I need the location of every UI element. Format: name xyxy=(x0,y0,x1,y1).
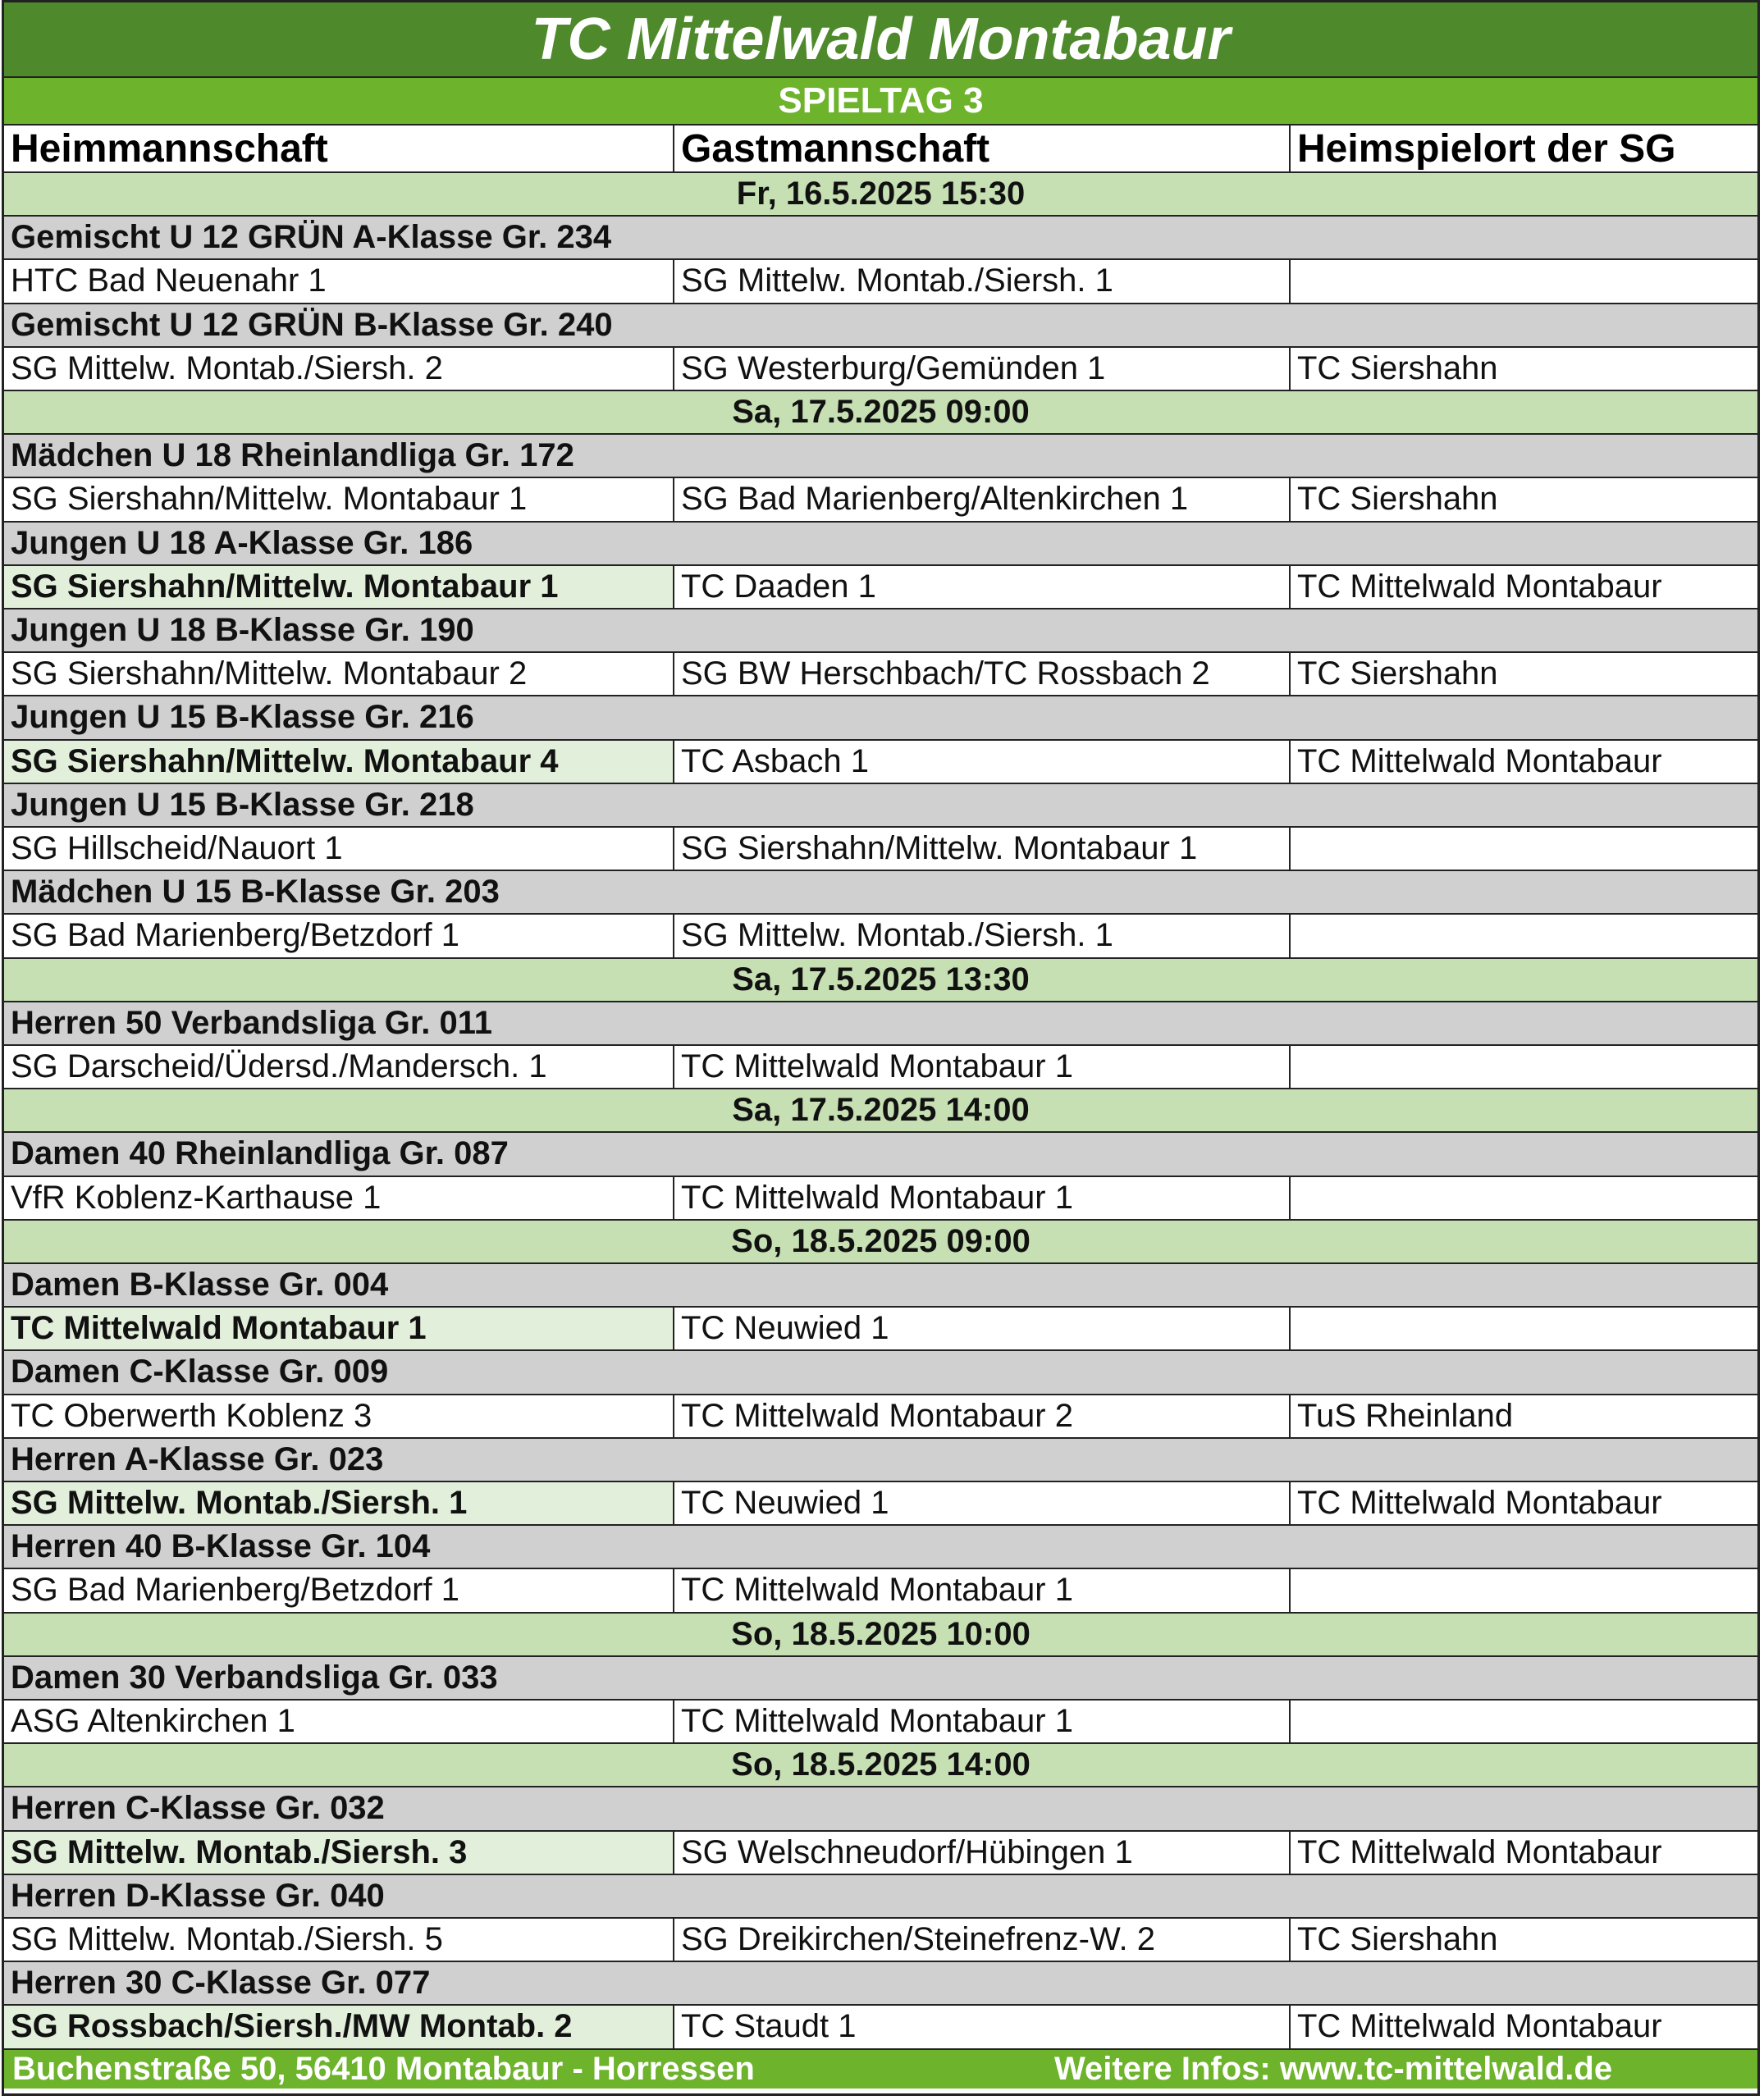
guest-team-cell: SG Bad Marienberg/Altenkirchen 1 xyxy=(674,478,1291,520)
header-home-team: Heimmannschaft xyxy=(4,126,674,171)
guest-team-cell: SG Mittelw. Montab./Siersh. 1 xyxy=(674,915,1291,956)
match-row xyxy=(4,1569,1757,1613)
league-row: Mädchen U 15 B-Klasse Gr. 203 xyxy=(4,871,1757,915)
league-row: Damen B-Klasse Gr. 004 xyxy=(4,1264,1757,1308)
venue-cell xyxy=(1291,1701,1757,1742)
venue-cell xyxy=(1291,1177,1757,1219)
venue-cell: TuS Rheinland xyxy=(1297,1397,1514,1434)
guest-team-cell: TC Neuwied 1 xyxy=(674,1482,1291,1524)
guest-team-cell: SG Mittelw. Montab./Siersh. 1 xyxy=(674,260,1291,302)
guest-team-cell: TC Asbach 1 xyxy=(674,741,1291,783)
venue-cell: TC Mittelwald Montabaur xyxy=(1297,742,1662,779)
home-team-cell: SG Bad Marienberg/Betzdorf 1 xyxy=(4,1569,674,1611)
header-guest-team: Gastmannschaft xyxy=(674,126,1291,171)
league-row: Mädchen U 18 Rheinlandliga Gr. 172 xyxy=(4,435,1757,478)
home-team-cell: SG Darscheid/Üdersd./Mandersch. 1 xyxy=(4,1046,674,1088)
home-team-cell: SG Siershahn/Mittelw. Montabaur 1 xyxy=(4,566,674,608)
date-time-row: So, 18.5.2025 10:00 xyxy=(4,1614,1757,1657)
page-title: TC Mittelwald Montabaur xyxy=(4,2,1757,78)
match-row xyxy=(4,1701,1757,1744)
match-row xyxy=(4,1046,1757,1089)
guest-team-cell: SG Dreikirchen/Steinefrenz-W. 2 xyxy=(674,1919,1291,1961)
match-row xyxy=(4,1919,1757,1962)
match-row xyxy=(4,1832,1757,1875)
guest-team-cell: TC Daaden 1 xyxy=(674,566,1291,608)
match-row xyxy=(4,1177,1757,1221)
date-time-row: So, 18.5.2025 14:00 xyxy=(4,1744,1757,1787)
venue-cell: TC Siershahn xyxy=(1297,655,1498,692)
home-team-cell: TC Mittelwald Montabaur 1 xyxy=(4,1308,674,1349)
match-row xyxy=(4,653,1757,696)
match-row xyxy=(4,828,1757,871)
match-row xyxy=(4,1395,1757,1439)
guest-team-cell: SG Siershahn/Mittelw. Montabaur 1 xyxy=(674,828,1291,870)
guest-team-cell: TC Staudt 1 xyxy=(674,2006,1291,2048)
home-team-cell: ASG Altenkirchen 1 xyxy=(4,1701,674,1742)
venue-cell xyxy=(1291,915,1757,956)
league-row: Herren A-Klasse Gr. 023 xyxy=(4,1439,1757,1482)
league-row: Jungen U 18 A-Klasse Gr. 186 xyxy=(4,523,1757,566)
schedule-sheet xyxy=(2,0,1760,2096)
venue-cell: TC Siershahn xyxy=(1297,349,1498,386)
venue-cell xyxy=(1291,1569,1757,1611)
home-team-cell: TC Oberwerth Koblenz 3 xyxy=(4,1395,674,1437)
match-row xyxy=(4,1482,1757,1526)
footer-website-info: Weitere Infos: www.tc-mittelwald.de xyxy=(1054,2050,1613,2087)
guest-team-cell: TC Mittelwald Montabaur 1 xyxy=(674,1177,1291,1219)
guest-team-cell: SG Welschneudorf/Hübingen 1 xyxy=(674,1832,1291,1874)
league-row: Herren 30 C-Klasse Gr. 077 xyxy=(4,1962,1757,2006)
home-team-cell: SG Rossbach/Siersh./MW Montab. 2 xyxy=(4,2006,674,2048)
date-time-row: Fr, 16.5.2025 15:30 xyxy=(4,173,1757,217)
home-team-cell: SG Mittelw. Montab./Siersh. 5 xyxy=(4,1919,674,1961)
home-team-cell: SG Siershahn/Mittelw. Montabaur 4 xyxy=(4,741,674,783)
footer-bar xyxy=(4,2050,1757,2089)
league-row: Damen 30 Verbandsliga Gr. 033 xyxy=(4,1657,1757,1701)
home-team-cell: HTC Bad Neuenahr 1 xyxy=(4,260,674,302)
home-team-cell: SG Mittelw. Montab./Siersh. 2 xyxy=(4,348,674,390)
home-team-cell: VfR Koblenz-Karthause 1 xyxy=(4,1177,674,1219)
league-row: Jungen U 18 B-Klasse Gr. 190 xyxy=(4,609,1757,653)
venue-cell: TC Mittelwald Montabaur xyxy=(1297,568,1662,605)
venue-cell: TC Siershahn xyxy=(1297,1921,1498,1958)
home-team-cell: SG Siershahn/Mittelw. Montabaur 1 xyxy=(4,478,674,520)
league-row: Jungen U 15 B-Klasse Gr. 216 xyxy=(4,696,1757,740)
league-row: Damen C-Klasse Gr. 009 xyxy=(4,1351,1757,1395)
match-row xyxy=(4,2006,1757,2049)
match-row xyxy=(4,566,1757,609)
date-time-row: Sa, 17.5.2025 14:00 xyxy=(4,1089,1757,1133)
column-header-row xyxy=(4,126,1757,173)
venue-cell: TC Mittelwald Montabaur xyxy=(1297,1485,1662,1522)
home-team-cell: SG Mittelw. Montab./Siersh. 3 xyxy=(4,1832,674,1874)
home-team-cell: SG Bad Marienberg/Betzdorf 1 xyxy=(4,915,674,956)
match-row xyxy=(4,741,1757,784)
venue-cell: TC Mittelwald Montabaur xyxy=(1297,1833,1662,1870)
league-row: Gemischt U 12 GRÜN B-Klasse Gr. 240 xyxy=(4,304,1757,348)
matchday-subtitle: SPIELTAG 3 xyxy=(4,78,1757,126)
header-venue: Heimspielort der SG xyxy=(1297,126,1676,171)
league-row: Gemischt U 12 GRÜN A-Klasse Gr. 234 xyxy=(4,217,1757,260)
league-row: Herren D-Klasse Gr. 040 xyxy=(4,1875,1757,1919)
match-row xyxy=(4,348,1757,391)
league-row: Jungen U 15 B-Klasse Gr. 218 xyxy=(4,784,1757,828)
guest-team-cell: TC Mittelwald Montabaur 1 xyxy=(674,1046,1291,1088)
venue-cell: TC Siershahn xyxy=(1297,481,1498,518)
guest-team-cell: TC Neuwied 1 xyxy=(674,1308,1291,1349)
match-row xyxy=(4,1308,1757,1351)
venue-cell xyxy=(1291,260,1757,302)
venue-cell xyxy=(1291,828,1757,870)
home-team-cell: SG Mittelw. Montab./Siersh. 1 xyxy=(4,1482,674,1524)
guest-team-cell: SG Westerburg/Gemünden 1 xyxy=(674,348,1291,390)
league-row: Herren 50 Verbandsliga Gr. 011 xyxy=(4,1002,1757,1046)
guest-team-cell: SG BW Herschbach/TC Rossbach 2 xyxy=(674,653,1291,695)
match-row xyxy=(4,260,1757,304)
guest-team-cell: TC Mittelwald Montabaur 1 xyxy=(674,1701,1291,1742)
match-row xyxy=(4,915,1757,958)
date-time-row: So, 18.5.2025 09:00 xyxy=(4,1221,1757,1264)
date-time-row: Sa, 17.5.2025 13:30 xyxy=(4,959,1757,1002)
guest-team-cell: TC Mittelwald Montabaur 2 xyxy=(674,1395,1291,1437)
guest-team-cell: TC Mittelwald Montabaur 1 xyxy=(674,1569,1291,1611)
venue-cell: TC Mittelwald Montabaur xyxy=(1297,2008,1662,2045)
league-row: Herren C-Klasse Gr. 032 xyxy=(4,1787,1757,1831)
match-row xyxy=(4,478,1757,522)
league-row: Damen 40 Rheinlandliga Gr. 087 xyxy=(4,1133,1757,1176)
home-team-cell: SG Siershahn/Mittelw. Montabaur 2 xyxy=(4,653,674,695)
venue-cell xyxy=(1291,1046,1757,1088)
league-row: Herren 40 B-Klasse Gr. 104 xyxy=(4,1526,1757,1569)
venue-cell xyxy=(1291,1308,1757,1349)
date-time-row: Sa, 17.5.2025 09:00 xyxy=(4,391,1757,435)
footer-address: Buchenstraße 50, 56410 Montabaur - Horressen xyxy=(12,2050,755,2087)
home-team-cell: SG Hillscheid/Nauort 1 xyxy=(4,828,674,870)
